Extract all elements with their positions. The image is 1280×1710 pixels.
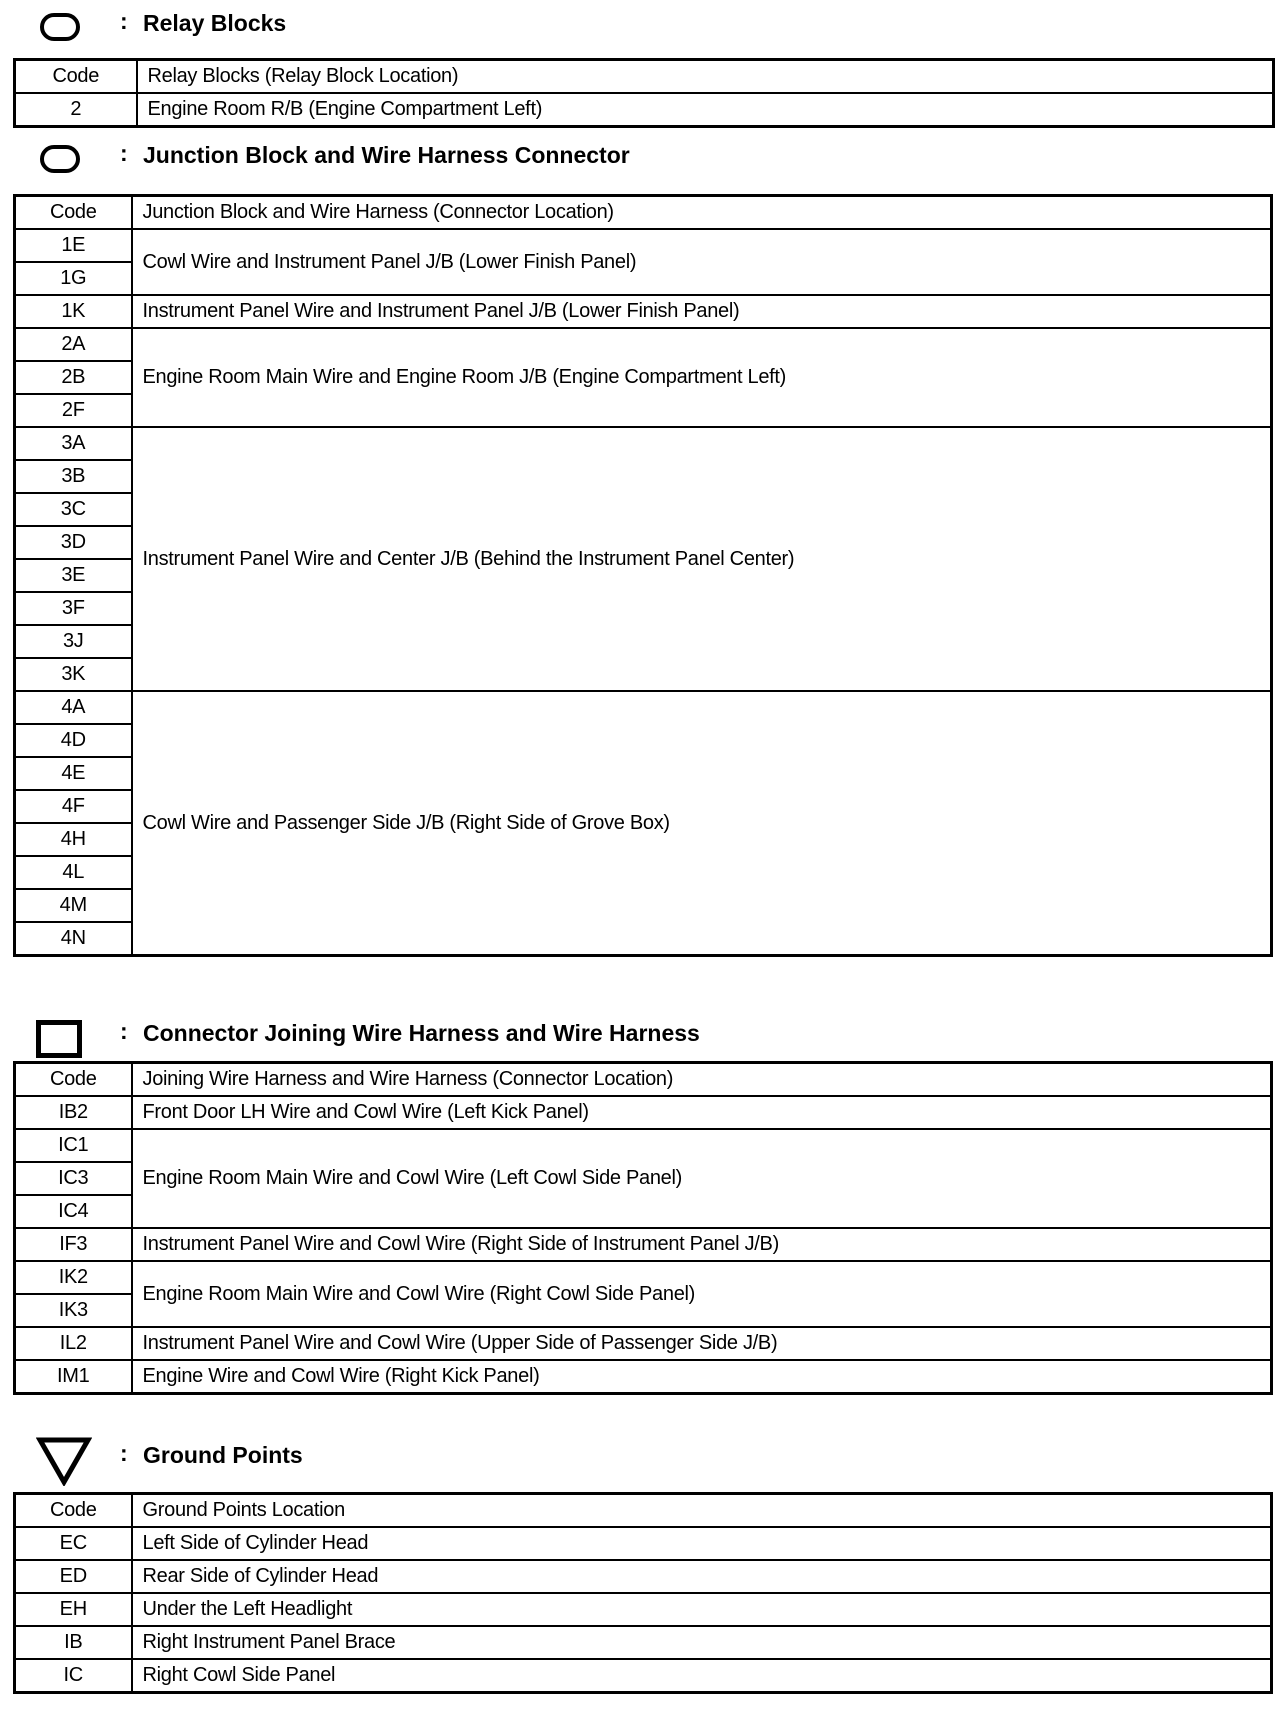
code-cell: 2A — [15, 328, 132, 361]
code-cell: EC — [15, 1527, 132, 1560]
header-location: Relay Blocks (Relay Block Location) — [137, 60, 1274, 94]
table-header-row — [15, 196, 1272, 230]
code-cell: 3A — [15, 427, 132, 460]
code-cell: EH — [15, 1593, 132, 1626]
code-cell: 3C — [15, 493, 132, 526]
section-title: Ground Points — [143, 1442, 303, 1468]
code-cell: 1E — [15, 229, 132, 262]
code-cell: 3D — [15, 526, 132, 559]
location-cell: Right Instrument Panel Brace — [132, 1626, 1272, 1659]
code-cell: IB2 — [15, 1096, 132, 1129]
code-cell: 1G — [15, 262, 132, 295]
location-cell: Left Side of Cylinder Head — [132, 1527, 1272, 1560]
code-cell: 4D — [15, 724, 132, 757]
table-row — [15, 1626, 1272, 1659]
code-cell: IC — [15, 1659, 132, 1693]
location-cell: Right Cowl Side Panel — [132, 1659, 1272, 1693]
table-header-row — [15, 1494, 1272, 1528]
section-title: Relay Blocks — [143, 10, 287, 36]
code-cell: 4H — [15, 823, 132, 856]
location-cell: Engine Room R/B (Engine Compartment Left) — [137, 93, 1274, 127]
table-header-row — [15, 60, 1274, 94]
code-cell: 2 — [15, 93, 137, 127]
section-connector-joining-heading — [0, 1010, 1280, 1054]
table-row — [15, 295, 1272, 328]
code-cell: 3J — [15, 625, 132, 658]
code-cell: IK3 — [15, 1294, 132, 1327]
rounded-rect-icon — [40, 13, 80, 41]
table-row — [15, 691, 1272, 724]
colon: : — [120, 1018, 128, 1044]
code-cell: 3E — [15, 559, 132, 592]
colon: : — [120, 8, 128, 34]
location-cell: Instrument Panel Wire and Cowl Wire (Upper Side of Passenger Side J/B) — [132, 1327, 1272, 1360]
section-title: Junction Block and Wire Harness Connector — [143, 142, 630, 168]
table-row — [15, 1560, 1272, 1593]
section-relay-blocks-heading — [0, 0, 1280, 44]
table-row — [15, 1261, 1272, 1294]
code-cell: IB — [15, 1626, 132, 1659]
code-cell: 4N — [15, 922, 132, 956]
code-cell: 2B — [15, 361, 132, 394]
location-cell: Cowl Wire and Passenger Side J/B (Right Side of Grove Box) — [132, 691, 1272, 956]
table-row — [15, 1096, 1272, 1129]
header-code: Code — [15, 196, 132, 230]
location-cell: Instrument Panel Wire and Center J/B (Behind the Instrument Panel Center) — [132, 427, 1272, 691]
location-cell: Engine Room Main Wire and Cowl Wire (Right Cowl Side Panel) — [132, 1261, 1272, 1327]
code-cell: 3B — [15, 460, 132, 493]
header-location: Ground Points Location — [132, 1494, 1272, 1528]
table-header-row — [15, 1063, 1272, 1097]
table-row — [15, 1659, 1272, 1693]
code-cell: IC4 — [15, 1195, 132, 1228]
table-row — [15, 427, 1272, 460]
location-cell: Engine Room Main Wire and Cowl Wire (Left Cowl Side Panel) — [132, 1129, 1272, 1228]
code-cell: IM1 — [15, 1360, 132, 1394]
location-cell: Under the Left Headlight — [132, 1593, 1272, 1626]
code-cell: ED — [15, 1560, 132, 1593]
code-cell: IK2 — [15, 1261, 132, 1294]
junction-block-table — [13, 194, 1273, 957]
location-cell: Engine Room Main Wire and Engine Room J/B (Engine Compartment Left) — [132, 328, 1272, 427]
section-ground-points-heading — [0, 1432, 1280, 1476]
code-cell: 3F — [15, 592, 132, 625]
code-cell: IL2 — [15, 1327, 132, 1360]
location-cell: Rear Side of Cylinder Head — [132, 1560, 1272, 1593]
header-code: Code — [15, 1494, 132, 1528]
code-cell: 1K — [15, 295, 132, 328]
table-row — [15, 1360, 1272, 1394]
code-cell: 4A — [15, 691, 132, 724]
connector-joining-table — [13, 1061, 1273, 1395]
table-row — [15, 1327, 1272, 1360]
triangle-down-icon — [36, 1436, 92, 1486]
colon: : — [120, 1440, 128, 1466]
rounded-rect-icon — [40, 145, 80, 173]
colon: : — [120, 140, 128, 166]
location-cell: Engine Wire and Cowl Wire (Right Kick Panel) — [132, 1360, 1272, 1394]
code-cell: 4F — [15, 790, 132, 823]
header-location: Joining Wire Harness and Wire Harness (Connector Location) — [132, 1063, 1272, 1097]
code-cell: 2F — [15, 394, 132, 427]
header-code: Code — [15, 1063, 132, 1097]
code-cell: IC3 — [15, 1162, 132, 1195]
ground-points-table — [13, 1492, 1273, 1694]
header-location: Junction Block and Wire Harness (Connector Location) — [132, 196, 1272, 230]
section-junction-block-heading — [0, 132, 1280, 176]
table-row — [15, 229, 1272, 262]
location-cell: Instrument Panel Wire and Cowl Wire (Right Side of Instrument Panel J/B) — [132, 1228, 1272, 1261]
code-cell: 3K — [15, 658, 132, 691]
table-row — [15, 1527, 1272, 1560]
table-row — [15, 1593, 1272, 1626]
table-row — [15, 93, 1274, 127]
code-cell: 4L — [15, 856, 132, 889]
location-cell: Front Door LH Wire and Cowl Wire (Left Kick Panel) — [132, 1096, 1272, 1129]
header-code: Code — [15, 60, 137, 94]
table-row — [15, 328, 1272, 361]
table-row — [15, 1228, 1272, 1261]
code-cell: 4M — [15, 889, 132, 922]
code-cell: IC1 — [15, 1129, 132, 1162]
code-cell: IF3 — [15, 1228, 132, 1261]
code-cell: 4E — [15, 757, 132, 790]
square-icon — [36, 1020, 82, 1058]
table-row — [15, 1129, 1272, 1162]
location-cell: Cowl Wire and Instrument Panel J/B (Lower Finish Panel) — [132, 229, 1272, 295]
location-cell: Instrument Panel Wire and Instrument Panel J/B (Lower Finish Panel) — [132, 295, 1272, 328]
relay-blocks-table — [13, 58, 1275, 128]
section-title: Connector Joining Wire Harness and Wire Harness — [143, 1020, 700, 1046]
